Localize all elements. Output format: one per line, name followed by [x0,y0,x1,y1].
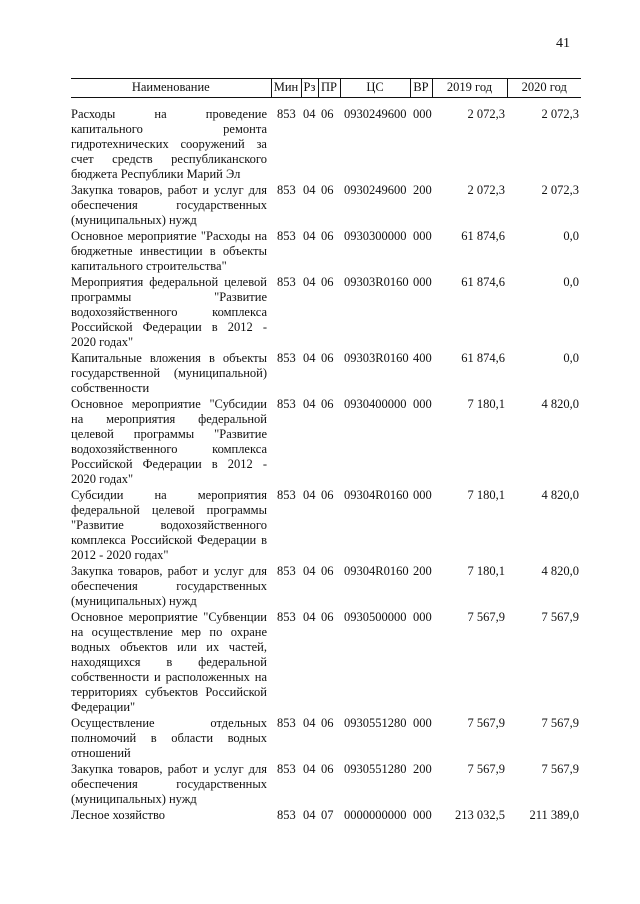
table-row [71,182,581,228]
row-ministry-code: 853 [277,762,296,776]
row-subsection-code: 07 [321,808,334,822]
row-amount-2020: 211 389,0 [529,808,579,822]
row-target-article-code: 0930551280 [344,716,407,730]
row-amount-2020: 0,0 [563,351,579,365]
row-ministry-code: 853 [277,397,296,411]
row-expense-type-code: 000 [413,229,432,243]
row-amount-2019: 2 072,3 [467,183,505,197]
row-target-article-code: 0000000000 [344,808,407,822]
table-row [71,487,581,563]
row-name: Закупка товаров, работ и услуг для обеспечения государственных (муниципальных) нужд [71,564,267,608]
row-amount-2020: 0,0 [563,275,579,289]
row-subsection-code: 06 [321,397,334,411]
header-min: Мин [271,79,301,98]
table-row [71,609,581,715]
row-amount-2020: 2 072,3 [541,107,579,121]
row-name: Осуществление отдельных полномочий в области водных отношений [71,716,267,760]
row-ministry-code: 853 [277,564,296,578]
row-section-code: 04 [303,183,316,197]
row-subsection-code: 06 [321,351,334,365]
row-section-code: 04 [303,229,316,243]
row-name: Мероприятия федеральной целевой программы "Развитие водохозяйственного комплекса Российской Федерации в 2012 - 2020 годах" [71,275,267,349]
row-ministry-code: 853 [277,610,296,624]
page-number: 41 [556,36,570,51]
row-target-article-code: 09303R0160 [344,275,409,289]
row-expense-type-code: 000 [413,610,432,624]
row-subsection-code: 06 [321,275,334,289]
row-amount-2019: 7 567,9 [467,610,505,624]
row-amount-2019: 7 180,1 [467,564,505,578]
row-amount-2020: 4 820,0 [541,397,579,411]
row-subsection-code: 06 [321,488,334,502]
row-target-article-code: 09304R0160 [344,564,409,578]
header-2020: 2020 год [507,79,581,98]
row-amount-2020: 4 820,0 [541,488,579,502]
row-subsection-code: 06 [321,610,334,624]
header-vr: ВР [410,79,432,98]
row-amount-2020: 0,0 [563,229,579,243]
budget-table [71,78,581,823]
row-subsection-code: 06 [321,183,334,197]
table-row [71,350,581,396]
row-expense-type-code: 000 [413,397,432,411]
row-ministry-code: 853 [277,183,296,197]
row-section-code: 04 [303,808,316,822]
row-target-article-code: 0930249600 [344,183,407,197]
row-amount-2019: 2 072,3 [467,107,505,121]
row-name: Капитальные вложения в объекты государственной (муниципальной) собственности [71,351,267,395]
row-name: Закупка товаров, работ и услуг для обеспечения государственных (муниципальных) нужд [71,762,267,806]
row-ministry-code: 853 [277,716,296,730]
row-expense-type-code: 400 [413,351,432,365]
header-pr: ПР [318,79,340,98]
row-ministry-code: 853 [277,275,296,289]
row-name: Закупка товаров, работ и услуг для обеспечения государственных (муниципальных) нужд [71,183,267,227]
row-subsection-code: 06 [321,564,334,578]
row-section-code: 04 [303,275,316,289]
table-header [71,79,581,98]
row-section-code: 04 [303,610,316,624]
row-name: Субсидии на мероприятия федеральной целевой программы "Развитие водохозяйственного комплекса Российской Федерации в 2012 - 2020 годах" [71,488,267,562]
row-expense-type-code: 000 [413,716,432,730]
row-ministry-code: 853 [277,229,296,243]
row-target-article-code: 0930300000 [344,229,407,243]
row-ministry-code: 853 [277,488,296,502]
table-row [71,228,581,274]
row-section-code: 04 [303,351,316,365]
row-amount-2019: 7 180,1 [467,397,505,411]
row-amount-2020: 4 820,0 [541,564,579,578]
row-subsection-code: 06 [321,716,334,730]
header-name: Наименование [71,79,271,98]
row-amount-2019: 7 567,9 [467,762,505,776]
header-rz: Рз [301,79,318,98]
row-section-code: 04 [303,762,316,776]
row-amount-2020: 7 567,9 [541,716,579,730]
row-target-article-code: 09303R0160 [344,351,409,365]
row-amount-2020: 2 072,3 [541,183,579,197]
row-expense-type-code: 200 [413,183,432,197]
table-row [71,807,581,823]
row-target-article-code: 0930249600 [344,107,407,121]
row-name: Лесное хозяйство [71,808,166,822]
row-amount-2019: 61 874,6 [461,351,505,365]
row-amount-2019: 61 874,6 [461,229,505,243]
row-expense-type-code: 000 [413,808,432,822]
row-expense-type-code: 200 [413,762,432,776]
row-expense-type-code: 000 [413,107,432,121]
row-expense-type-code: 000 [413,275,432,289]
row-target-article-code: 0930500000 [344,610,407,624]
row-amount-2019: 61 874,6 [461,275,505,289]
row-target-article-code: 0930400000 [344,397,407,411]
table-row [71,715,581,761]
row-expense-type-code: 200 [413,564,432,578]
row-section-code: 04 [303,564,316,578]
row-section-code: 04 [303,488,316,502]
row-amount-2020: 7 567,9 [541,610,579,624]
row-target-article-code: 09304R0160 [344,488,409,502]
table-row [71,761,581,807]
row-name: Основное мероприятие "Расходы на бюджетные инвестиции в объекты капитального строительства" [71,229,267,273]
row-subsection-code: 06 [321,107,334,121]
row-name: Расходы на проведение капитального ремонта гидротехнических сооружений за счет средств республиканского бюджета Республики Марий Эл [71,107,267,181]
row-amount-2019: 7 567,9 [467,716,505,730]
row-amount-2020: 7 567,9 [541,762,579,776]
row-ministry-code: 853 [277,107,296,121]
row-section-code: 04 [303,397,316,411]
table-row [71,563,581,609]
table-row [71,274,581,350]
row-subsection-code: 06 [321,762,334,776]
row-amount-2019: 213 032,5 [455,808,505,822]
header-2019: 2019 год [432,79,507,98]
table-row [71,396,581,487]
row-name: Основное мероприятие "Субсидии на мероприятия федеральной целевой программы "Развитие водохозяйственного комплекса Российской Федерации в 2012 - 2020 годах" [71,397,267,486]
row-name: Основное мероприятие "Субвенции на осуществление мер по охране водных объектов или их частей, находящихся в федеральной собственности и расположенных на территориях субъектов Российской Федерации" [71,610,267,714]
row-ministry-code: 853 [277,808,296,822]
row-section-code: 04 [303,716,316,730]
row-target-article-code: 0930551280 [344,762,407,776]
table-row [71,98,581,183]
header-cs: ЦС [340,79,410,98]
row-amount-2019: 7 180,1 [467,488,505,502]
row-subsection-code: 06 [321,229,334,243]
row-expense-type-code: 000 [413,488,432,502]
table-body [71,98,581,824]
row-section-code: 04 [303,107,316,121]
row-ministry-code: 853 [277,351,296,365]
